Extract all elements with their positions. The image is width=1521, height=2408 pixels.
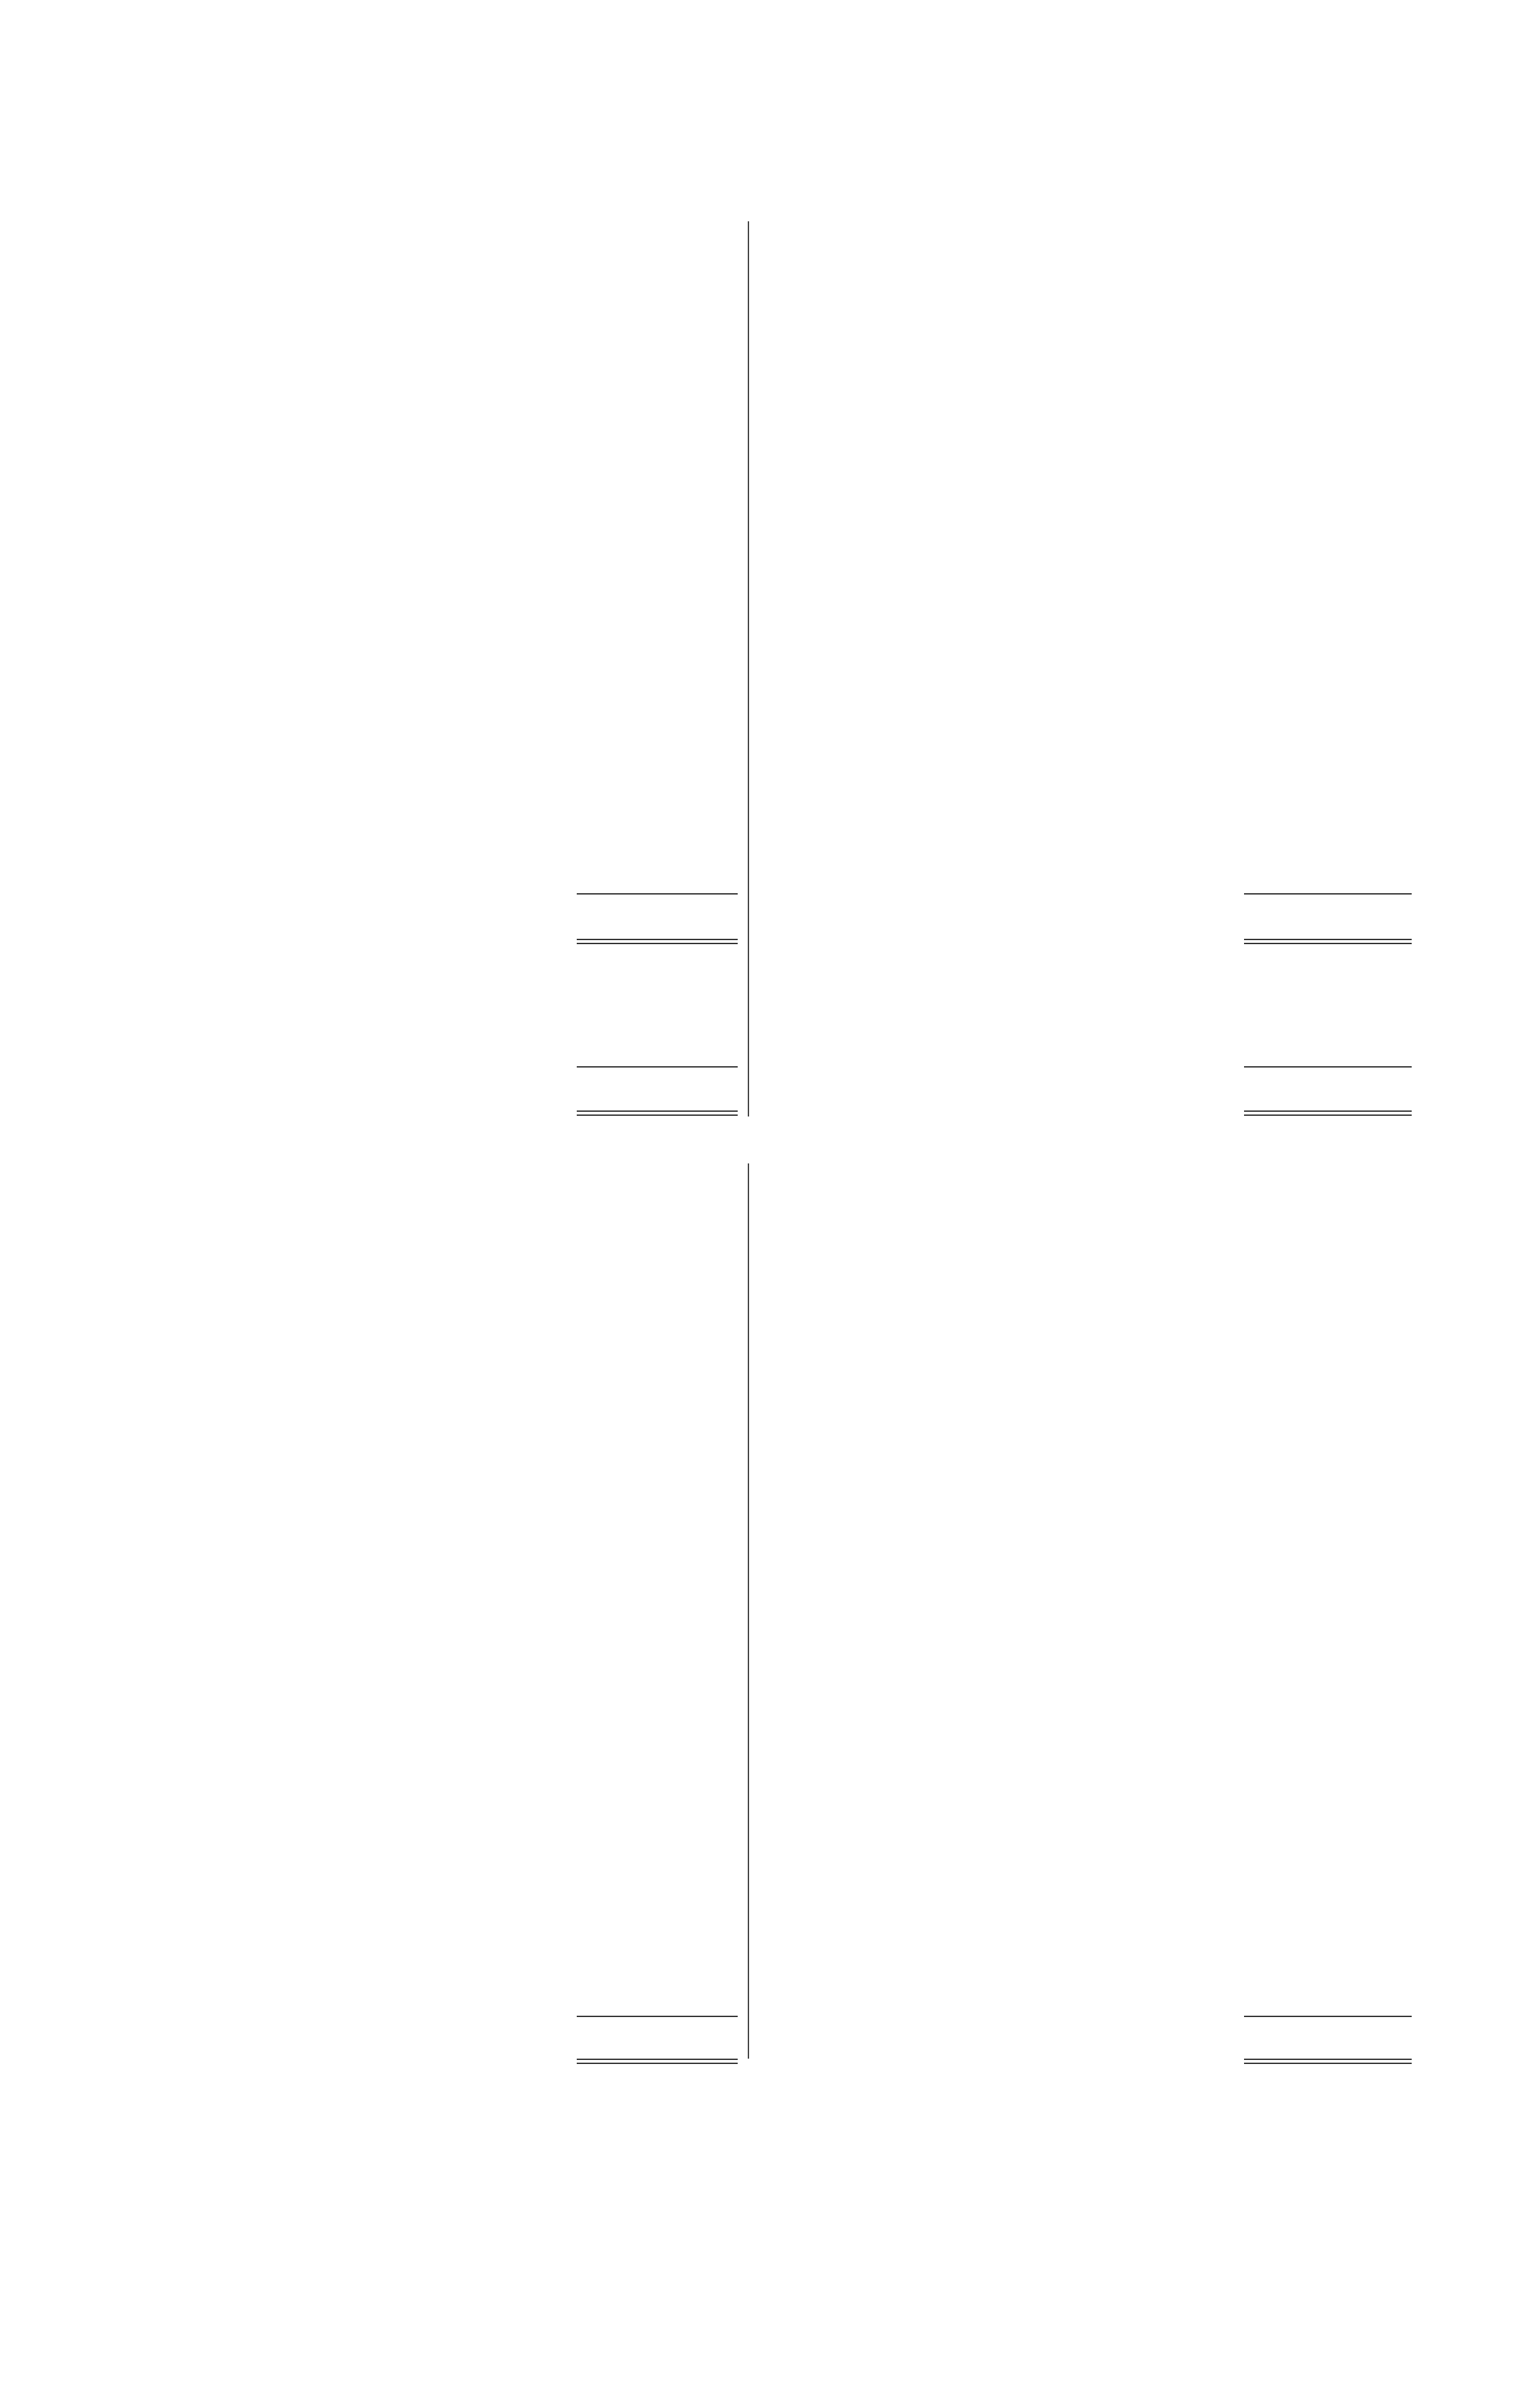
total-double-rule <box>1244 1110 1412 1116</box>
balance-left-column <box>87 991 734 1058</box>
total-rule <box>1244 893 1412 895</box>
total-double-rule <box>1244 939 1412 944</box>
total-rule <box>577 2016 738 2017</box>
total-rule <box>1244 2016 1412 2017</box>
total-double-rule <box>577 1110 738 1116</box>
assets-column <box>759 1196 1423 2001</box>
liabilities-column <box>80 1196 734 1465</box>
income-column <box>771 213 1422 951</box>
total-rule <box>577 893 738 895</box>
total-rule <box>577 1066 738 1068</box>
column-divider <box>748 1163 749 2059</box>
column-divider <box>748 221 749 1116</box>
total-rule <box>1244 1066 1412 1068</box>
total-double-rule <box>1244 2059 1412 2064</box>
balance-right-column <box>771 991 1422 1058</box>
expenditure-column <box>87 213 734 951</box>
total-double-rule <box>577 939 738 944</box>
total-double-rule <box>577 2059 738 2064</box>
